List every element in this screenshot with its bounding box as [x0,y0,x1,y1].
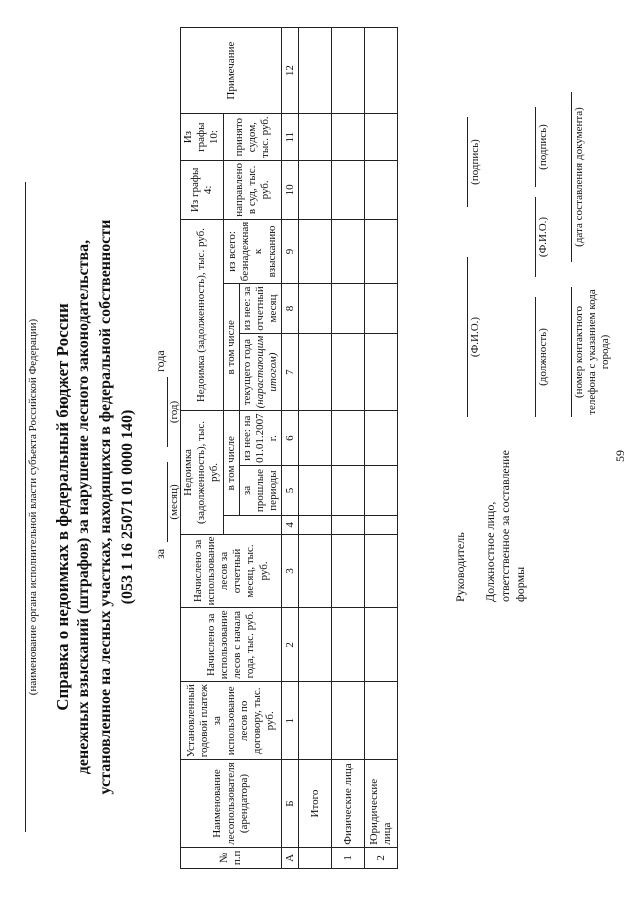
header-current-year [239,333,282,411]
header-incl: в том числе [223,284,239,411]
period-suffix: года [153,350,167,372]
position-line[interactable] [535,297,536,417]
table-row-legal-entities [365,28,398,869]
header-notes: Примечание [181,28,282,114]
header-from-2007: из нее: на 01.01.2007 г. [239,411,282,466]
header-row-1 [181,28,224,869]
header-name: Наименование лесопользователя (арендатора) [181,760,282,847]
row-name: Физические лица [332,760,365,847]
arrears-table [180,27,398,869]
responsible-fio-caption: (Ф.И.О.) [537,216,549,258]
colnum-6: 6 [282,411,299,466]
head-label: Руководитель [453,532,467,602]
colnum-7: 7 [282,333,299,411]
head-sign-caption: (подпись) [469,139,481,185]
row-no: 2 [365,847,398,868]
year-caption: (год) [168,400,180,424]
row-name: Юридические лица [365,760,398,847]
header-annual-payment: Установленный годовой платеж за использование лесов по договору, тыс. руб. [181,682,282,760]
colnum-3: 3 [282,534,299,608]
header-sent-court: направлено в суд, тыс. руб. [223,161,282,220]
header-in-total: в том числе [223,411,239,516]
date-line[interactable] [571,92,572,262]
org-caption: (наименование органа исполнительной власти субъекта Российской Федерации) [27,318,39,696]
rotated-page [5,17,635,887]
colnum-5: 5 [282,465,299,515]
responsible-fio-line[interactable] [535,197,536,277]
colnum-4: 4 [282,516,299,534]
colnum-12: 12 [282,28,299,114]
header-accepted-court: принято судом, тыс. руб. [223,114,282,161]
title-line-4: (053 1 16 25071 01 0000 140) [119,409,136,605]
header-current-year-label: текущего года [240,339,253,406]
colnum-2: 2 [282,608,299,682]
header-from-col10: Из графы 10: [181,114,224,161]
header-current-year-note: (нарастающим итогом) [253,335,280,409]
position-caption: (должность) [537,328,549,386]
colnum-11: 11 [282,114,299,161]
colnum-a: А [282,847,299,868]
header-total [223,516,282,534]
date-caption: (дата составления документа) [573,107,585,247]
header-arrears: Недоимка (задолженность), тыс. руб. [181,219,224,411]
phone-caption: (номер контактного телефона с указанием кода города) [573,289,612,415]
colnum-1: 1 [282,682,299,760]
row-no [299,847,332,868]
header-reporting-month: из нее: за отчетный месяц [239,284,282,334]
page-number: 59 [613,450,627,462]
title-line-2: денежных взысканий (штрафов) за нарушение лесного законодательства, [75,239,92,775]
month-caption: (месяц) [168,484,180,520]
head-fio-line[interactable] [467,257,468,417]
colnum-8: 8 [282,284,299,334]
header-arrears-use: Недоимка (задолженность), тыс. руб. [181,411,224,534]
colnum-10: 10 [282,161,299,220]
colnum-9: 9 [282,219,299,283]
colnum-b: Б [282,760,299,847]
head-sign-line[interactable] [467,117,468,207]
responsible-sign-line[interactable] [535,107,536,187]
title-line-1: Справка о недоимках в федеральный бюджет России [53,303,72,711]
period-prefix: за [153,548,167,559]
head-fio-caption: (Ф.И.О.) [469,316,481,358]
header-from-col4: Из графы 4: [181,161,224,220]
org-underline [25,182,26,832]
header-hopeless: из всего: безнадежная к взысканию [223,219,282,283]
header-past-periods: за прошлые периоды [239,465,282,515]
table-row-total [299,28,332,869]
phone-line[interactable] [571,287,572,417]
row-no: 1 [332,847,365,868]
table-row-individuals [332,28,365,869]
header-no: № п.п [181,847,282,868]
header-accrued-month: Начислено за использование лесов за отчетный месяц, тыс. руб. [181,534,282,608]
responsible-sign-caption: (подпись) [537,124,549,170]
header-accrued-year: Начислено за использование лесов с начала года, тыс. руб. [181,608,282,682]
column-number-row [282,28,299,869]
responsible-label: Должностное лицо, ответственное за составление формы [483,450,527,602]
title-line-3: установленное на лесных участках, находящихся в федеральной собственности [97,219,114,795]
row-name: Итого [299,760,332,847]
